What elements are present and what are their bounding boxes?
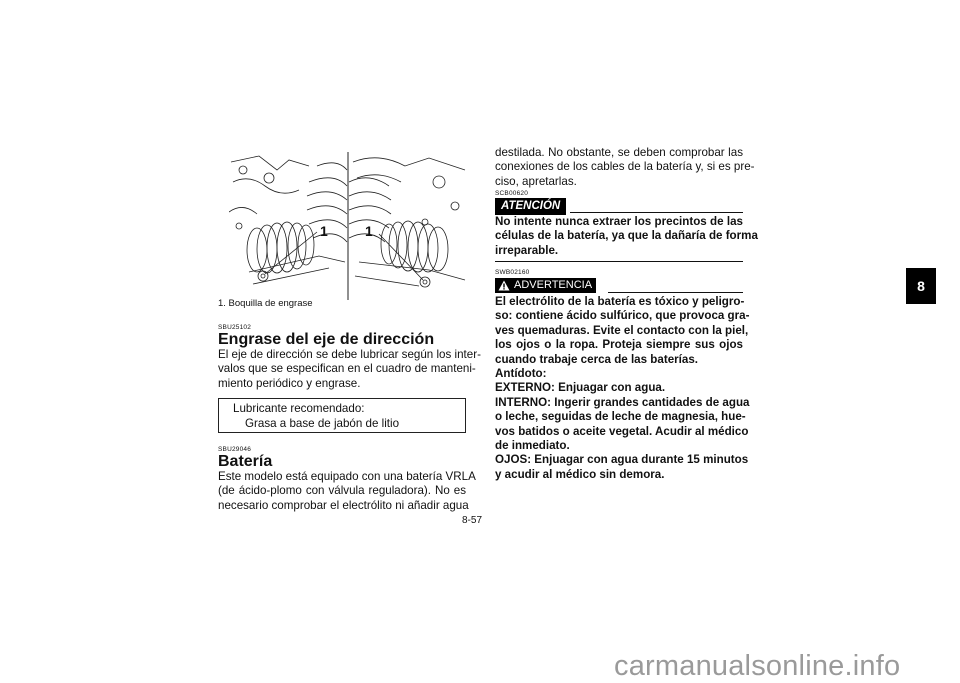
warning-label-box (495, 278, 596, 293)
text-line: vos batidos o aceite vegetal. Acudir al médico (495, 424, 749, 438)
text-line: destilada. No obstante, se deben comprobar las (495, 146, 743, 159)
callout-1-right: 1 (365, 223, 373, 239)
text-line: INTERNO: Ingerir grandes cantidades de agua (495, 395, 750, 409)
caution-rule (570, 212, 743, 213)
steering-shaft-illustration (229, 152, 467, 300)
text-line: (de ácido-plomo con válvula reguladora). No es (218, 484, 466, 498)
text-line: miento periódico y engrase. (218, 376, 361, 390)
callout-1-left: 1 (320, 223, 328, 239)
lubricant-box (218, 398, 466, 433)
text-line: El eje de dirección se debe lubricar según los inter- (218, 348, 481, 361)
lubricant-value: Grasa a base de jabón de litio (245, 416, 400, 430)
steering-paragraph (218, 348, 481, 391)
watermark: carmanualsonline.info (614, 650, 901, 682)
section-code: SBU29046 (218, 446, 252, 453)
warning-rule (608, 292, 743, 293)
text-line: cuando trabaje cerca de las baterías. (495, 352, 698, 366)
text-line: Antídoto: (495, 367, 547, 381)
text-line: necesario comprobar el electrólito ni añadir agua (218, 498, 469, 512)
text-line: EXTERNO: Enjuagar con agua. (495, 381, 666, 395)
caution-label: ATENCIÓN (495, 198, 566, 215)
warning-label: ADVERTENCIA (514, 279, 593, 291)
section-title: Batería (218, 453, 273, 470)
text-line: de inmediato. (495, 439, 570, 453)
lubricant-label: Lubricante recomendado: (233, 402, 365, 415)
text-line: No intente nunca extraer los precintos de las (495, 215, 743, 228)
text-line: El electrólito de la batería es tóxico y peligro- (495, 295, 745, 308)
text-line: ciso, apretarlas. (495, 174, 577, 188)
section-code: SBU25102 (218, 324, 252, 331)
text-line: o leche, seguidas de leche de magnesia, hue- (495, 410, 746, 424)
page-number: 8-57 (462, 515, 483, 526)
text-line: y acudir al médico sin demora. (495, 467, 665, 481)
caution-code: SCB00620 (495, 190, 529, 197)
text-line: valos que se especifican en el cuadro de manteni- (218, 362, 476, 376)
warning-code: SWB02160 (495, 269, 530, 276)
warning-triangle-icon (498, 280, 510, 291)
caution-text (495, 215, 758, 258)
battery-paragraph (218, 470, 476, 513)
grease-nipple-drawing (229, 152, 467, 300)
battery-paragraph-cont (495, 146, 755, 189)
text-line: conexiones de los cables de la batería y, si es pre- (495, 160, 755, 174)
text-line: ves quemaduras. Evite el contacto con la piel, (495, 323, 749, 337)
chapter-tab: 8 (906, 268, 936, 304)
text-line: so: contiene ácido sulfúrico, que provoca gra- (495, 309, 750, 323)
caution-end-rule (495, 261, 743, 262)
warning-text (495, 295, 750, 482)
text-line: irreparable. (495, 243, 559, 257)
text-line: OJOS: Enjuagar con agua durante 15 minutos (495, 453, 749, 467)
section-title: Engrase del eje de dirección (218, 331, 435, 348)
text-line: Este modelo está equipado con una batería VRLA (218, 470, 476, 483)
text-line: células de la batería, ya que la dañaría de forma (495, 229, 758, 243)
text-line: los ojos o la ropa. Proteja siempre sus ojos (495, 338, 743, 352)
figure-caption: 1. Boquilla de engrase (218, 298, 313, 309)
